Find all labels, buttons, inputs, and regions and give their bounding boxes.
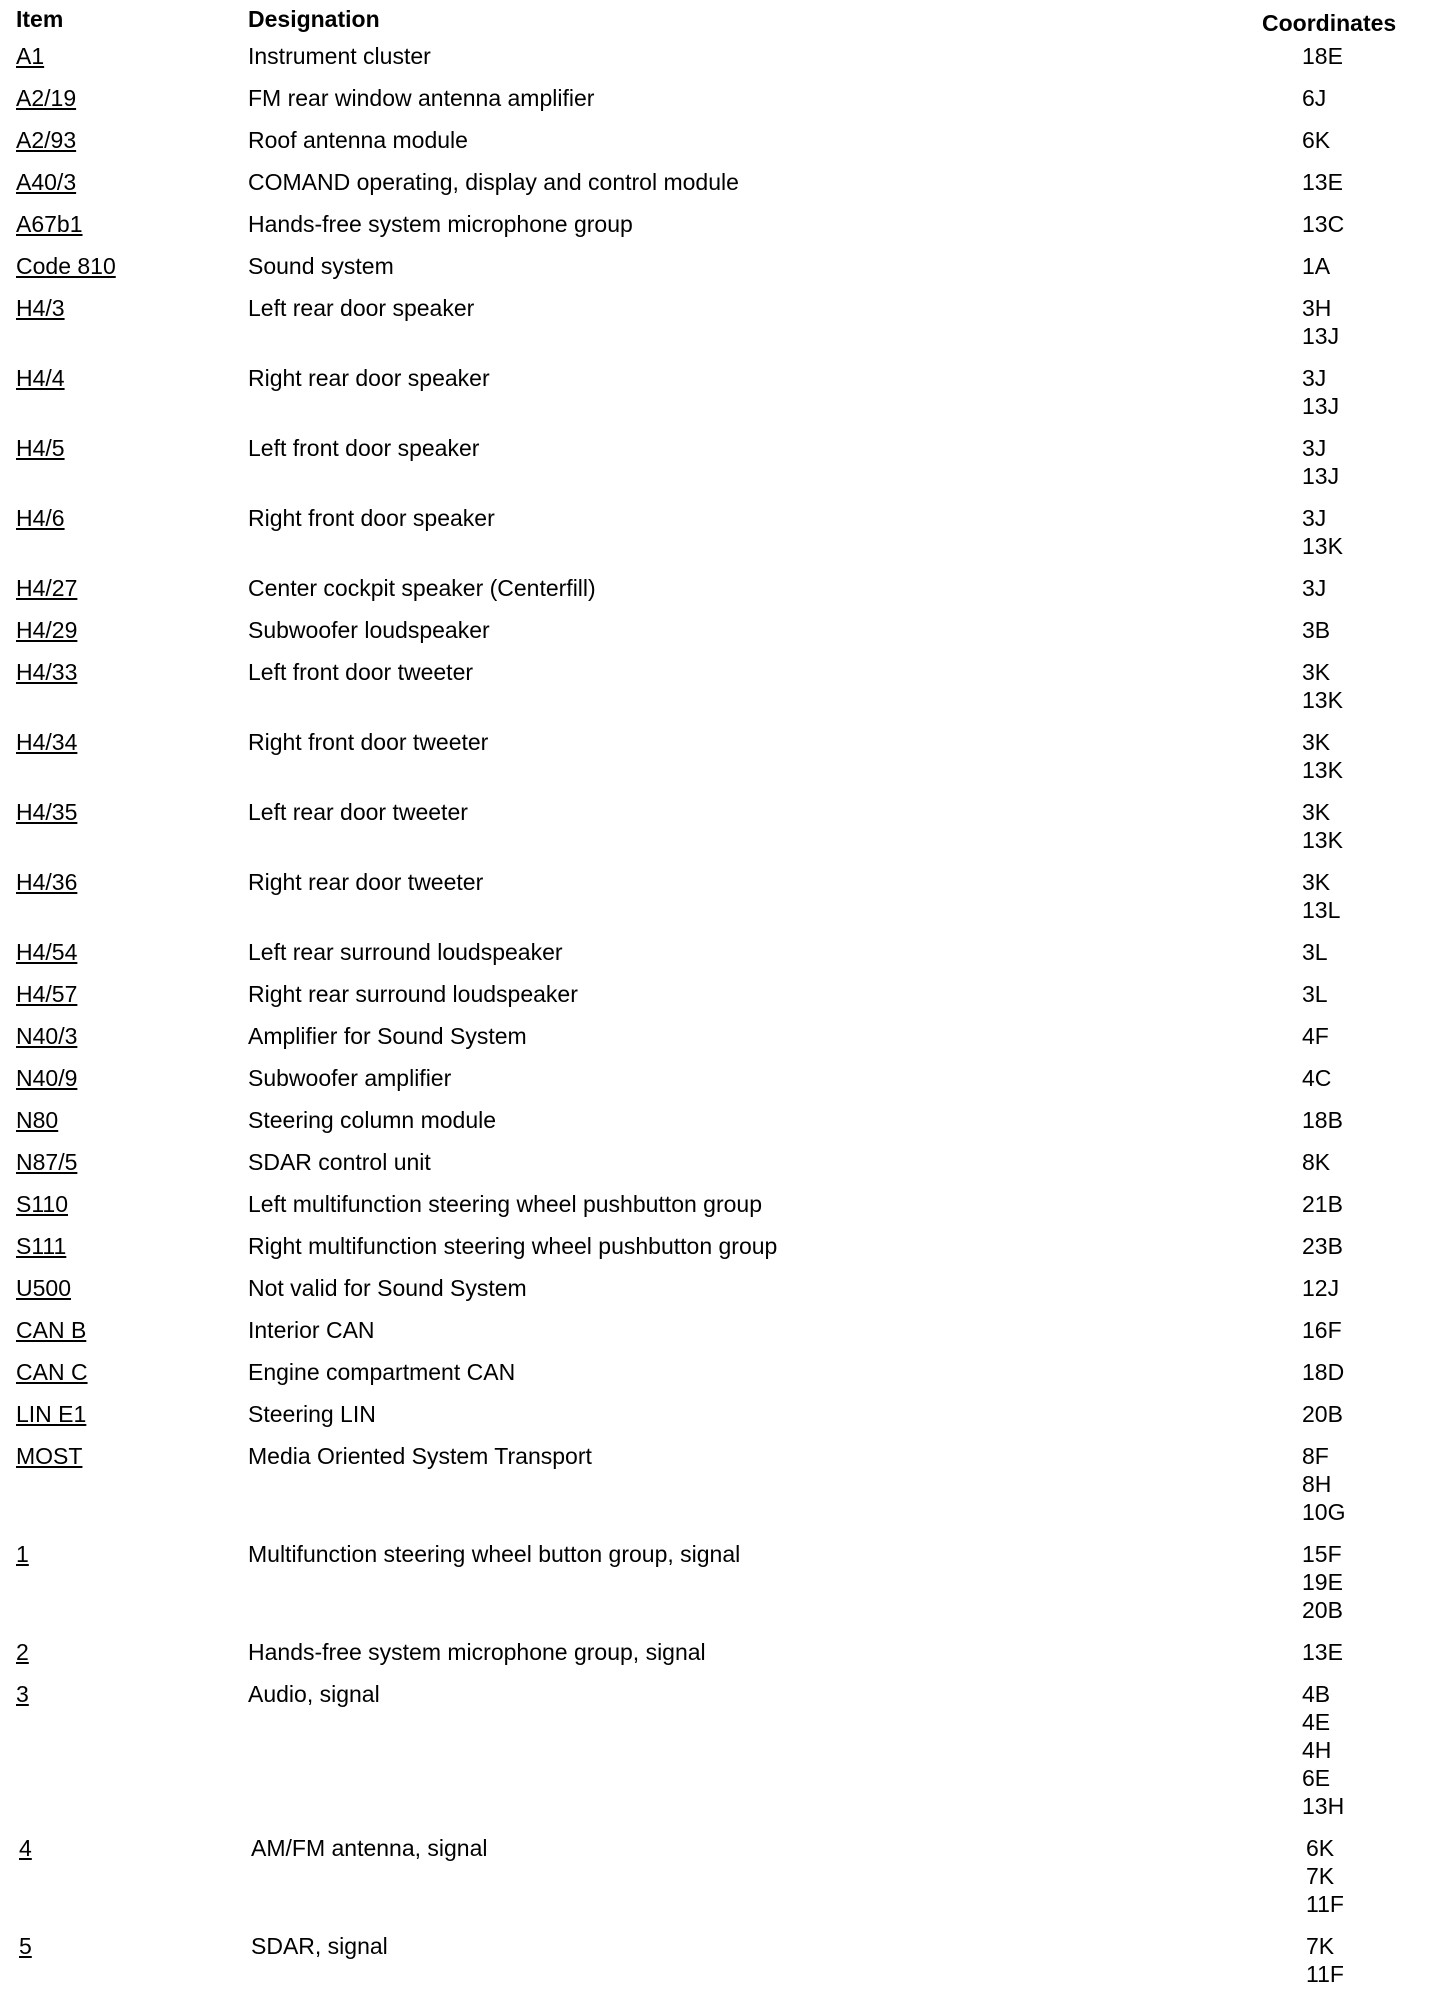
coordinate-value: 4F (1302, 1023, 1329, 1049)
coordinate-value: 3J (1302, 435, 1327, 461)
designation-text: Interior CAN (248, 1317, 375, 1343)
designation-text: Subwoofer loudspeaker (248, 617, 490, 643)
coordinates-cell (1306, 1834, 1344, 1918)
table-row (16, 1022, 1426, 1064)
coordinate-value: 23B (1302, 1233, 1343, 1259)
coordinates-cell (1302, 1022, 1329, 1050)
designation-text: Sound system (248, 253, 394, 279)
designation-text: Amplifier for Sound System (248, 1023, 527, 1049)
designation-text: Right rear door tweeter (248, 869, 484, 895)
table-row (16, 294, 1426, 364)
coordinates-cell (1302, 798, 1343, 854)
table-row (16, 1540, 1426, 1638)
item-link[interactable]: N80 (16, 1107, 59, 1133)
table-row (16, 364, 1426, 434)
coordinate-value: 6E (1302, 1765, 1331, 1791)
coordinate-value: 4B (1302, 1681, 1331, 1707)
designation-text: Right multifunction steering wheel pushbutton group (248, 1233, 778, 1259)
designation-text: Steering column module (248, 1107, 497, 1133)
coordinate-value: 3J (1302, 365, 1327, 391)
designation-text: Not valid for Sound System (248, 1275, 527, 1301)
designation-text: Center cockpit speaker (Centerfill) (248, 575, 596, 601)
coordinates-cell (1302, 1442, 1345, 1526)
coordinate-value: 13E (1302, 169, 1343, 195)
designation-text: Left multifunction steering wheel pushbutton group (248, 1191, 762, 1217)
table-row (16, 1274, 1426, 1316)
header-designation: Designation (248, 6, 380, 32)
coordinates-cell (1302, 1400, 1343, 1428)
coordinate-value: 13E (1302, 1639, 1343, 1665)
coordinate-value: 20B (1302, 1597, 1343, 1623)
coordinate-value: 13C (1302, 211, 1345, 237)
table-row (16, 1358, 1426, 1400)
coordinate-value: 13K (1302, 533, 1343, 559)
coordinate-value: 3K (1302, 869, 1331, 895)
coordinates-cell (1302, 1540, 1343, 1624)
coordinate-value: 19E (1302, 1569, 1343, 1595)
item-link[interactable]: H4/54 (16, 939, 78, 965)
coordinate-value: 3H (1302, 295, 1332, 321)
item-link[interactable]: S111 (16, 1233, 67, 1259)
table-row (16, 980, 1426, 1022)
coordinate-value: 18D (1302, 1359, 1345, 1385)
table-row (16, 728, 1426, 798)
coordinate-value: 8K (1302, 1149, 1331, 1175)
coordinates-cell (1302, 42, 1343, 70)
coordinate-value: 6K (1302, 127, 1331, 153)
coordinates-cell (1302, 294, 1339, 350)
coordinate-value: 3J (1302, 575, 1327, 601)
designation-text: Hands-free system microphone group, signal (248, 1639, 706, 1665)
table-row (16, 1400, 1426, 1442)
coordinates-cell (1302, 1106, 1343, 1134)
item-link[interactable]: N40/9 (16, 1065, 78, 1091)
item-link[interactable]: H4/57 (16, 981, 78, 1007)
table-row (16, 1932, 1426, 2002)
table-row (16, 42, 1426, 84)
item-link[interactable]: H4/36 (16, 869, 78, 895)
coordinate-value: 3K (1302, 729, 1331, 755)
coordinate-value: 4H (1302, 1737, 1332, 1763)
coordinates-cell (1302, 1274, 1339, 1302)
coordinate-value: 13K (1302, 757, 1343, 783)
coordinates-cell (1302, 434, 1339, 490)
item-link[interactable]: A2/93 (16, 127, 77, 153)
designation-text: Steering LIN (248, 1401, 376, 1427)
coordinate-value: 7K (1306, 1863, 1335, 1889)
designation-text: Media Oriented System Transport (248, 1443, 592, 1469)
coordinate-value: 3B (1302, 617, 1331, 643)
item-link[interactable]: H4/5 (16, 435, 65, 461)
table-row (16, 1148, 1426, 1190)
coordinate-value: 13J (1302, 463, 1340, 489)
coordinates-cell (1302, 1148, 1330, 1176)
coordinate-value: 18E (1302, 43, 1343, 69)
item-link[interactable]: 2 (16, 1639, 29, 1665)
table-row (16, 1064, 1426, 1106)
item-link[interactable]: MOST (16, 1443, 83, 1469)
coordinate-value: 8H (1302, 1471, 1332, 1497)
coordinates-cell (1302, 1316, 1342, 1344)
designation-text: Right front door speaker (248, 505, 495, 531)
designation-text: Right rear surround loudspeaker (248, 981, 578, 1007)
table-row (16, 868, 1426, 938)
coordinates-cell (1302, 980, 1328, 1008)
coordinate-value: 13L (1302, 897, 1341, 923)
item-link[interactable]: H4/4 (16, 365, 65, 391)
coordinates-cell (1302, 210, 1344, 238)
designation-text: Instrument cluster (248, 43, 431, 69)
coordinate-value: 15F (1302, 1541, 1342, 1567)
coordinate-value: 10G (1302, 1499, 1346, 1525)
coordinates-cell (1302, 616, 1330, 644)
item-link[interactable]: H4/35 (16, 799, 78, 825)
item-link[interactable]: S110 (16, 1191, 69, 1217)
coordinates-cell (1302, 252, 1330, 280)
table-row (16, 126, 1426, 168)
table-row (16, 434, 1426, 504)
item-link[interactable]: A67b1 (16, 211, 83, 237)
item-link[interactable]: 3 (16, 1681, 29, 1707)
designation-text: Audio, signal (248, 1681, 380, 1707)
coordinate-value: 13K (1302, 827, 1343, 853)
coordinates-cell (1302, 84, 1326, 112)
item-link[interactable]: LIN E1 (16, 1401, 87, 1427)
coordinate-value: 11F (1306, 1891, 1344, 1917)
coordinate-value: 3L (1302, 981, 1328, 1007)
coordinates-cell (1302, 1638, 1343, 1666)
designation-text: Roof antenna module (248, 127, 468, 153)
designation-text: Right front door tweeter (248, 729, 489, 755)
designation-text: SDAR, signal (251, 1933, 388, 1959)
item-link[interactable]: Code 810 (16, 253, 116, 279)
item-link[interactable]: 5 (19, 1933, 32, 1959)
header-item: Item (16, 6, 64, 32)
item-link[interactable]: U500 (16, 1275, 71, 1301)
table-row (16, 1834, 1426, 1932)
table-row (16, 1442, 1426, 1540)
coordinates-cell (1302, 868, 1340, 924)
coordinates-cell (1302, 1358, 1344, 1386)
designation-text: Left rear door tweeter (248, 799, 468, 825)
item-link[interactable]: N87/5 (16, 1149, 78, 1175)
item-link[interactable]: N40/3 (16, 1023, 78, 1049)
item-link[interactable]: A2/19 (16, 85, 77, 111)
coordinate-value: 13J (1302, 323, 1340, 349)
designation-text: SDAR control unit (248, 1149, 431, 1175)
coordinate-value: 3J (1302, 505, 1327, 531)
coordinate-value: 13H (1302, 1793, 1345, 1819)
coordinate-value: 21B (1302, 1191, 1343, 1217)
designation-text: Left rear surround loudspeaker (248, 939, 563, 965)
table-row (16, 658, 1426, 728)
designation-text: Subwoofer amplifier (248, 1065, 452, 1091)
coordinates-cell (1302, 728, 1343, 784)
table-row (16, 1638, 1426, 1680)
table-row (16, 1316, 1426, 1358)
table-row (16, 1680, 1426, 1834)
coordinate-value: 3L (1302, 939, 1328, 965)
coordinate-value: 4E (1302, 1709, 1331, 1735)
coordinate-value: 1A (1302, 253, 1331, 279)
designation-text: FM rear window antenna amplifier (248, 85, 595, 111)
designation-text: Hands-free system microphone group (248, 211, 633, 237)
coordinate-value: 3K (1302, 659, 1331, 685)
coordinates-cell (1306, 1932, 1344, 1988)
item-link[interactable]: H4/33 (16, 659, 78, 685)
item-link[interactable]: H4/34 (16, 729, 78, 755)
coordinate-value: 16F (1302, 1317, 1342, 1343)
item-link[interactable]: 4 (19, 1835, 32, 1861)
designation-text: Right rear door speaker (248, 365, 490, 391)
item-link[interactable]: H4/27 (16, 575, 78, 601)
coordinates-cell (1302, 658, 1343, 714)
item-link[interactable]: A40/3 (16, 169, 77, 195)
coordinates-cell (1302, 168, 1343, 196)
table-header (16, 6, 1426, 42)
coordinate-value: 8F (1302, 1443, 1329, 1469)
coordinate-value: 18B (1302, 1107, 1343, 1133)
coordinates-cell (1302, 938, 1328, 966)
coordinates-cell (1302, 126, 1330, 154)
coordinates-cell (1302, 1232, 1343, 1260)
header-coordinates: Coordinates (1262, 10, 1397, 36)
designation-text: Left front door speaker (248, 435, 480, 461)
coordinates-cell (1302, 1190, 1343, 1218)
table-row (16, 1190, 1426, 1232)
table-row (16, 1106, 1426, 1148)
item-link[interactable]: CAN B (16, 1317, 87, 1343)
table-row (16, 574, 1426, 616)
designation-text: COMAND operating, display and control module (248, 169, 739, 195)
table-row (16, 938, 1426, 980)
table-row (16, 1232, 1426, 1274)
table-body (16, 42, 1426, 2002)
coordinates-cell (1302, 364, 1339, 420)
coordinate-value: 6K (1306, 1835, 1335, 1861)
table-row (16, 504, 1426, 574)
item-link[interactable]: CAN C (16, 1359, 88, 1385)
item-link[interactable]: H4/6 (16, 505, 65, 531)
coordinate-value: 13J (1302, 393, 1340, 419)
coordinate-value: 12J (1302, 1275, 1340, 1301)
item-link[interactable]: H4/3 (16, 295, 65, 321)
table-row (16, 84, 1426, 126)
coordinates-cell (1302, 504, 1343, 560)
coordinate-value: 11F (1306, 1961, 1344, 1987)
table-row (16, 252, 1426, 294)
item-link[interactable]: 1 (16, 1541, 29, 1567)
designation-text: Engine compartment CAN (248, 1359, 516, 1385)
designation-text: Left rear door speaker (248, 295, 475, 321)
coordinate-value: 4C (1302, 1065, 1332, 1091)
coordinate-value: 6J (1302, 85, 1327, 111)
item-link[interactable]: A1 (16, 43, 45, 69)
table-row (16, 798, 1426, 868)
coordinate-value: 7K (1306, 1933, 1335, 1959)
coordinate-value: 13K (1302, 687, 1343, 713)
table-row (16, 168, 1426, 210)
legend-table (16, 6, 1426, 2002)
designation-text: Multifunction steering wheel button group, signal (248, 1541, 741, 1567)
coordinates-cell (1302, 574, 1326, 602)
table-row (16, 210, 1426, 252)
designation-text: Left front door tweeter (248, 659, 474, 685)
table-row (16, 616, 1426, 658)
coordinates-cell (1302, 1064, 1331, 1092)
coordinate-value: 20B (1302, 1401, 1343, 1427)
coordinate-value: 3K (1302, 799, 1331, 825)
item-link[interactable]: H4/29 (16, 617, 78, 643)
coordinates-cell (1302, 1680, 1344, 1820)
designation-text: AM/FM antenna, signal (251, 1835, 488, 1861)
